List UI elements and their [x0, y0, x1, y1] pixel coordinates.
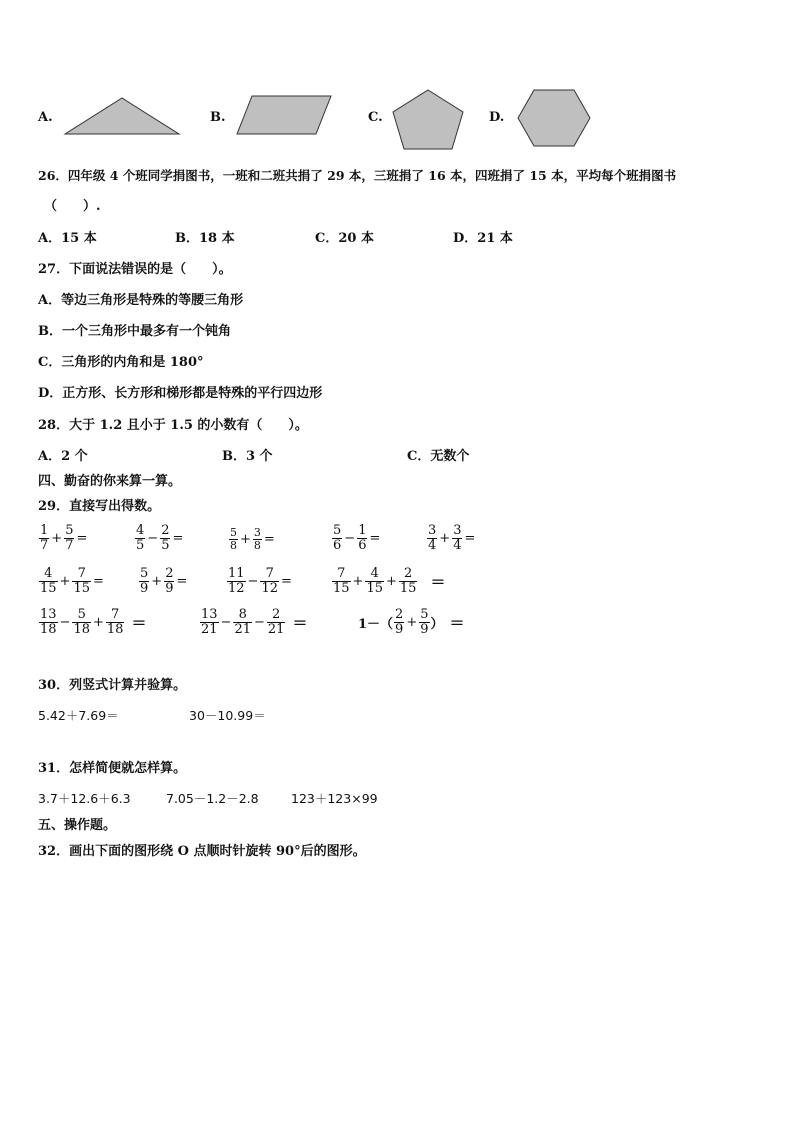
q32-stem: 32．画出下面的图形绕 O 点顺时针旋转 90°后的图形。 [38, 844, 366, 859]
hexagon-shape [515, 88, 593, 148]
q29-expr-11: $\frac{13}{21}$ − $\frac{8}{21}$ − $\frac{2}{21}$ ＝ [201, 607, 308, 637]
q27-option-a: A．等边三角形是特殊的等腰三角形 [38, 293, 244, 308]
q28-stem: 28．大于 1.2 且小于 1.5 的小数有（ ）。 [38, 418, 308, 433]
q26-stem-line1: 26．四年级 4 个班同学捐图书，一班和二班共捐了 29 本，三班捐了 16 本，四班捐了 15 本，平均每个班捐图书 [38, 168, 677, 183]
q29-expr-4: $\frac{5}{6}$ − $\frac{1}{6}$ = [333, 523, 381, 553]
q27-option-d: D．正方形、长方形和梯形都是特殊的平行四边形 [38, 386, 323, 401]
q29-expr-5: $\frac{3}{4}$ + $\frac{3}{4}$ = [428, 523, 476, 553]
section-4-heading: 四、勤奋的你来算一算。 [38, 474, 182, 489]
q30-item-2: 30－10.99＝ [189, 708, 266, 723]
q29-expr-1: $\frac{1}{7}$ + $\frac{5}{7}$ = [40, 523, 88, 553]
q26-option-b: B．18 本 [175, 231, 235, 246]
q26-option-c: C．20 本 [315, 231, 374, 246]
q29-expr-10: $\frac{13}{18}$ − $\frac{5}{18}$ + $\frac{7}{18}$ ＝ [40, 607, 147, 637]
q29-stem: 29．直接写出得数。 [38, 499, 161, 514]
q28-option-a: A．2 个 [38, 449, 88, 464]
q31-item-3: 123＋123×99 [291, 791, 378, 806]
q29-expr-6: $\frac{4}{15}$ + $\frac{7}{15}$ = [40, 566, 104, 596]
q26-stem-line2: （ ）. [44, 199, 101, 214]
q27-option-b: B．一个三角形中最多有一个钝角 [38, 324, 231, 339]
option-c-label: C. [368, 110, 383, 125]
q31-stem: 31．怎样简便就怎样算。 [38, 761, 187, 776]
q31-item-2: 7.05－1.2－2.8 [166, 791, 259, 806]
q29-expr-8: $\frac{11}{12}$ − $\frac{7}{12}$ = [228, 566, 292, 596]
q28-option-b: B．3 个 [222, 449, 273, 464]
option-a-label: A. [38, 110, 53, 125]
q27-stem: 27．下面说法错误的是（ ）。 [38, 262, 232, 277]
option-b-label: B. [210, 110, 226, 125]
q29-expr-2: $\frac{4}{5}$ − $\frac{2}{5}$ = [136, 523, 184, 553]
q26-option-d: D．21 本 [453, 231, 513, 246]
q27-option-c: C．三角形的内角和是 180° [38, 355, 204, 370]
q28-option-c: C．无数个 [407, 449, 470, 464]
q26-option-a: A．15 本 [38, 231, 97, 246]
q30-stem: 30．列竖式计算并验算。 [38, 678, 187, 693]
pentagon-shape [390, 88, 466, 152]
option-d-label: D. [489, 110, 505, 125]
q29-expr-12: 1－（ $\frac{2}{9}$ + $\frac{5}{9}$ ） ＝ [358, 607, 465, 637]
section-5-heading: 五、操作题。 [38, 818, 117, 833]
q29-expr-7: $\frac{5}{9}$ + $\frac{2}{9}$ = [140, 566, 188, 596]
q31-item-1: 3.7＋12.6＋6.3 [38, 791, 131, 806]
q29-expr-3: $\frac{5}{8}$ + $\frac{3}{8}$ = [230, 526, 275, 552]
q29-expr-9: $\frac{7}{15}$ + $\frac{4}{15}$ + $\frac{2}{15}$ ＝ [333, 566, 446, 596]
parallelogram-shape [234, 94, 334, 136]
q30-item-1: 5.42＋7.69＝ [38, 708, 119, 723]
triangle-shape [62, 95, 182, 137]
